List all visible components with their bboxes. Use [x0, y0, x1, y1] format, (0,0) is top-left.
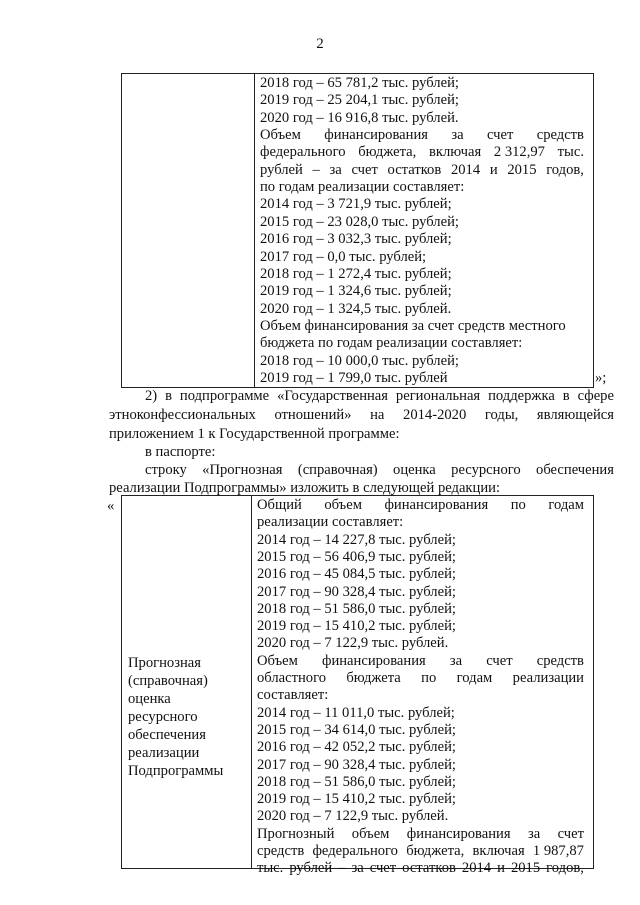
word: 2014 [450, 161, 481, 178]
word: – [338, 860, 346, 877]
word: региональная [395, 388, 481, 404]
word: строку [145, 462, 187, 478]
word: бюджета, [358, 144, 417, 161]
table-line: 2018 год – 51 586,0 тыс. рублей; [257, 600, 456, 617]
table-line [257, 497, 584, 514]
table-line [257, 670, 584, 687]
table-line: 2015 год – 23 028,0 тыс. рублей; [260, 213, 459, 230]
word: средств [257, 843, 305, 859]
table-line: 2016 год – 42 052,2 тыс. рублей; [257, 739, 456, 756]
opening-quote: « [107, 498, 115, 514]
word: включая [472, 843, 525, 859]
word: 2014 [461, 860, 492, 877]
word: за [449, 652, 463, 669]
word: бюджета, [406, 843, 465, 859]
word: этноконфессиональных [109, 407, 256, 423]
label-line: обеспечения [128, 727, 206, 743]
word: «Государственная [277, 388, 388, 404]
table-line: 2019 год – 1 324,6 тыс. рублей; [260, 283, 452, 300]
table-line: 2018 год – 1 272,4 тыс. рублей; [260, 265, 452, 282]
page-number: 2 [316, 36, 324, 52]
word: 2015 [507, 161, 537, 178]
label-line: Прогнозная [128, 655, 201, 671]
table-line: 2019 год – 15 410,2 тыс. рублей; [257, 791, 456, 808]
word: остатков [402, 860, 456, 877]
table-line [260, 162, 584, 179]
table-line: Объем финансирования за счет средств местного [260, 317, 566, 334]
word: оценка [393, 462, 436, 478]
table-left-cell [122, 74, 255, 387]
word: областного [257, 670, 326, 686]
table-line: 2017 год – 90 328,4 тыс. рублей; [257, 756, 456, 773]
table-line: 2020 год – 7 122,9 тыс. рублей. [257, 635, 449, 652]
table-line: реализации составляет: [257, 514, 404, 531]
word: Прогнозный [257, 825, 335, 842]
item-2-line-3: приложением 1 к Государственной программе: [109, 426, 400, 442]
word: финансирования [406, 825, 511, 842]
word: 2 312,97 [493, 144, 545, 161]
label-line: оценка [128, 691, 171, 707]
word: годам [456, 670, 493, 686]
row-instruction-line-2: реализации Подпрограммы» изложить в следующей редакции: [109, 480, 501, 496]
table-line: 2017 год – 0,0 тыс. рублей; [260, 248, 427, 265]
word: остатков [387, 161, 442, 178]
word: счет [486, 127, 514, 144]
word: и [497, 860, 505, 877]
passport-line: в паспорте: [145, 444, 216, 460]
label-line: (справочная) [128, 673, 208, 689]
word: за [329, 161, 342, 178]
table-line: 2015 год – 34 614,0 тыс. рублей; [257, 721, 456, 738]
word: в [165, 388, 172, 404]
word: Объем [257, 652, 298, 669]
word: – [312, 161, 320, 178]
table-line: 2014 год – 3 721,9 тыс. рублей; [260, 196, 452, 213]
label-line: реализации [128, 745, 200, 761]
word: финансирования [384, 497, 489, 513]
word: реализации [512, 670, 584, 686]
label-line: ресурсного [128, 709, 198, 725]
word: финансирования [324, 127, 428, 144]
word: объем [351, 825, 390, 842]
table-line: 2020 год – 7 122,9 тыс. рублей. [257, 808, 449, 825]
word: обеспечения [536, 462, 614, 478]
word: по [510, 497, 526, 513]
closing-quote: »; [595, 370, 607, 386]
word: годов, [546, 860, 584, 877]
word: тыс. [257, 860, 284, 877]
word: (справочная) [297, 462, 378, 478]
word: бюджета [346, 670, 401, 686]
word: за [351, 860, 364, 877]
word: годов, [546, 161, 584, 178]
word: счет [486, 652, 513, 669]
item-2-line-1 [145, 388, 614, 405]
word: отношений» [274, 407, 352, 423]
table-line: 2016 год – 3 032,3 тыс. рублей; [260, 231, 452, 248]
word: федерального [260, 144, 346, 161]
table-line [257, 653, 584, 670]
word: Общий [257, 497, 302, 513]
word: счет [557, 825, 584, 842]
table-line [260, 127, 584, 144]
word: на [370, 407, 385, 423]
table-line: 2019 год – 25 204,1 тыс. рублей; [260, 92, 459, 109]
word: финансирования [321, 652, 426, 669]
table-line: бюджета по годам реализации составляет: [260, 335, 523, 352]
row-instruction-line-1 [145, 462, 614, 479]
table-line: 2018 год – 10 000,0 тыс. рублей; [260, 352, 459, 369]
table-line: 2019 год – 1 799,0 тыс. рублей [260, 369, 448, 386]
word: 2014-2020 [403, 407, 467, 423]
word: рублей [289, 860, 333, 877]
word: объем [324, 497, 362, 513]
table-line: 2018 год – 65 781,2 тыс. рублей; [260, 75, 459, 91]
word: тыс. [557, 144, 584, 161]
word: годы, [484, 407, 519, 423]
table-line: по годам реализации составляет: [260, 179, 465, 196]
table-line [257, 826, 584, 843]
word: поддержка [488, 388, 555, 404]
label-line: Подпрограммы [128, 763, 224, 779]
word: средств [536, 127, 584, 144]
word: счет [351, 161, 378, 178]
word: ресурсного [451, 462, 521, 478]
table-line: 2015 год – 56 406,9 тыс. рублей; [257, 548, 456, 565]
funding-table [121, 495, 594, 877]
word: 2015 [510, 860, 541, 877]
word: Объем [260, 127, 301, 144]
word: средств [536, 652, 584, 669]
table-line [257, 843, 584, 860]
word: включая [429, 144, 482, 161]
row-label [128, 654, 223, 780]
word: в [562, 388, 570, 404]
word: «Прогнозная [202, 462, 283, 478]
word: 2) [145, 388, 158, 404]
table-line: 2018 год – 51 586,0 тыс. рублей; [257, 773, 456, 790]
table-line [257, 860, 584, 877]
table-line: 2017 год – 90 328,4 тыс. рублей; [257, 583, 456, 600]
item-2-line-2 [109, 407, 614, 424]
word: федерального [312, 843, 398, 859]
word: годам [548, 497, 584, 513]
word: подпрограмме [179, 388, 270, 404]
table-line: 2020 год – 16 916,8 тыс. рублей. [260, 109, 459, 126]
word: 1 987,87 [532, 843, 584, 859]
word: за [527, 825, 541, 842]
word: и [489, 161, 498, 178]
word: счет [369, 860, 397, 877]
table-label-cell [122, 496, 252, 868]
table-line [260, 144, 584, 161]
table-line: 2016 год – 45 084,5 тыс. рублей; [257, 566, 456, 583]
word: рублей [260, 161, 303, 178]
word: за [451, 127, 464, 144]
table-line: 2019 год – 15 410,2 тыс. рублей; [257, 618, 456, 635]
table-line: составляет: [257, 687, 329, 704]
word: по [421, 670, 437, 686]
word: являющейся [536, 407, 614, 423]
word: сфере [577, 388, 614, 404]
table-line: 2014 год – 11 011,0 тыс. рублей; [257, 704, 455, 721]
funding-table-continued [121, 73, 594, 388]
table-line: 2020 год – 1 324,5 тыс. рублей. [260, 300, 452, 317]
table-line: 2014 год – 14 227,8 тыс. рублей; [257, 531, 456, 548]
